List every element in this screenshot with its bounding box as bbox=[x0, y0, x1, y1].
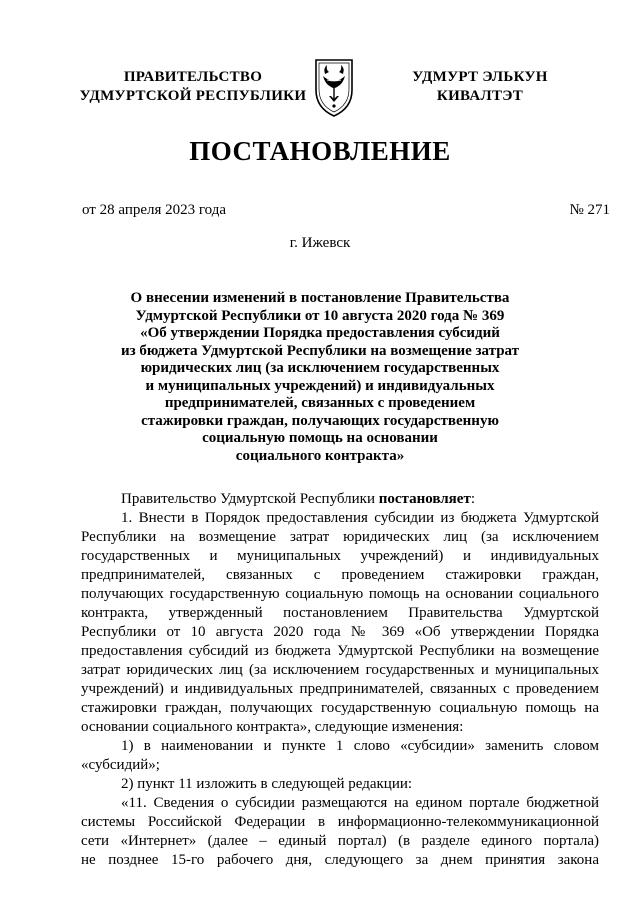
intro-resolves: постановляет bbox=[378, 491, 471, 507]
paragraph-line: основании социального контракта», следующие изменения: bbox=[81, 719, 464, 735]
title-line: и муниципальных учреждений) и индивидуальных bbox=[145, 377, 495, 394]
quote-line: не позднее 15-го рабочего дня, следующего за днем принятия закона bbox=[81, 852, 599, 868]
intro-colon: : bbox=[470, 491, 475, 507]
document-city: г. Ижевск bbox=[289, 235, 351, 251]
paragraph-line: затрат юридических лиц (за исключением государственных и муниципальных bbox=[81, 662, 599, 678]
item-1 bbox=[81, 737, 599, 775]
paragraph-line: контракта, утвержденный постановлением Правительства Удмуртской bbox=[81, 605, 599, 621]
quote-line: «11. Сведения о субсидии размещаются на едином портале бюджетной bbox=[121, 795, 599, 811]
document-date: от 28 апреля 2023 года bbox=[82, 202, 227, 218]
coat-of-arms-emblem-icon bbox=[313, 56, 355, 118]
title-line: О внесении изменений в постановление Правительства bbox=[130, 290, 510, 306]
document-title bbox=[90, 290, 550, 465]
quote-line: сети «Интернет» (далее – единый портал) (в разделе единого портала) bbox=[81, 833, 599, 849]
title-line: юридических лиц (за исключением государственных bbox=[140, 360, 500, 376]
item-line: «субсидий»; bbox=[81, 757, 160, 773]
title-line: Удмуртской Республики от 10 августа 2020 года № 369 bbox=[135, 307, 505, 324]
paragraph-line: Республики на возмещение затрат юридических лиц (за исключением bbox=[81, 529, 599, 545]
title-line: социального контракта» bbox=[235, 447, 405, 464]
org-name-udmurt-line-1: УДМУРТ ЭЛЬКУН bbox=[412, 69, 548, 85]
title-line: стажировки граждан, получающих государственную bbox=[141, 412, 499, 429]
paragraph-line: Республики от 10 августа 2020 года № 369 «Об утверждении Порядка bbox=[81, 624, 599, 640]
paragraph-line: учреждений) и индивидуальных предпринимателей, связанных с проведением bbox=[81, 681, 599, 697]
quote-line: системы Российской Федерации в информационно-телекоммуникационной bbox=[81, 814, 599, 830]
paragraph-1 bbox=[81, 509, 599, 737]
org-name-russian-line-2: УДМУРТСКОЙ РЕСПУБЛИКИ bbox=[79, 88, 307, 104]
title-line: из бюджета Удмуртской Республики на возмещение затрат bbox=[120, 342, 520, 359]
document-type-heading: ПОСТАНОВЛЕНИЕ bbox=[189, 136, 451, 166]
quoted-paragraph bbox=[81, 794, 599, 870]
paragraph-line: предпринимателей, связанных с проведением стажировки граждан, bbox=[81, 567, 599, 583]
paragraph-line: получающих государственную социальную помощь на основании социального bbox=[81, 586, 599, 602]
intro-text: Правительство Удмуртской Республики bbox=[121, 491, 379, 507]
paragraph-line: стажировки граждан, получающих государственную социальную помощь на bbox=[81, 700, 599, 716]
org-name-russian bbox=[68, 68, 318, 106]
title-line: «Об утверждении Порядка предоставления субсидий bbox=[140, 325, 500, 341]
intro-paragraph bbox=[81, 490, 599, 509]
paragraph-line: предоставления субсидий из бюджета Удмуртской Республики на возмещение bbox=[81, 643, 599, 659]
item-line: 1) в наименовании и пункте 1 слово «субсидии» заменить словом bbox=[121, 738, 599, 754]
paragraph-line: 1. Внести в Порядок предоставления субсидии из бюджета Удмуртской bbox=[121, 510, 599, 526]
org-name-udmurt bbox=[395, 68, 565, 106]
title-line: предпринимателей, связанных с проведением bbox=[164, 395, 476, 411]
paragraph-line: государственных и муниципальных учреждений) и индивидуальных bbox=[81, 548, 599, 564]
document-number: № 271 bbox=[569, 202, 610, 218]
org-name-russian-line-1: ПРАВИТЕЛЬСТВО bbox=[123, 69, 263, 85]
item-2: 2) пункт 11 изложить в следующей редакции: bbox=[121, 776, 413, 792]
org-name-udmurt-line-2: КИВАЛТЭТ bbox=[436, 88, 524, 104]
document-body bbox=[81, 490, 599, 870]
title-line: социальную помощь на основании bbox=[202, 430, 438, 446]
letterhead bbox=[0, 66, 640, 126]
